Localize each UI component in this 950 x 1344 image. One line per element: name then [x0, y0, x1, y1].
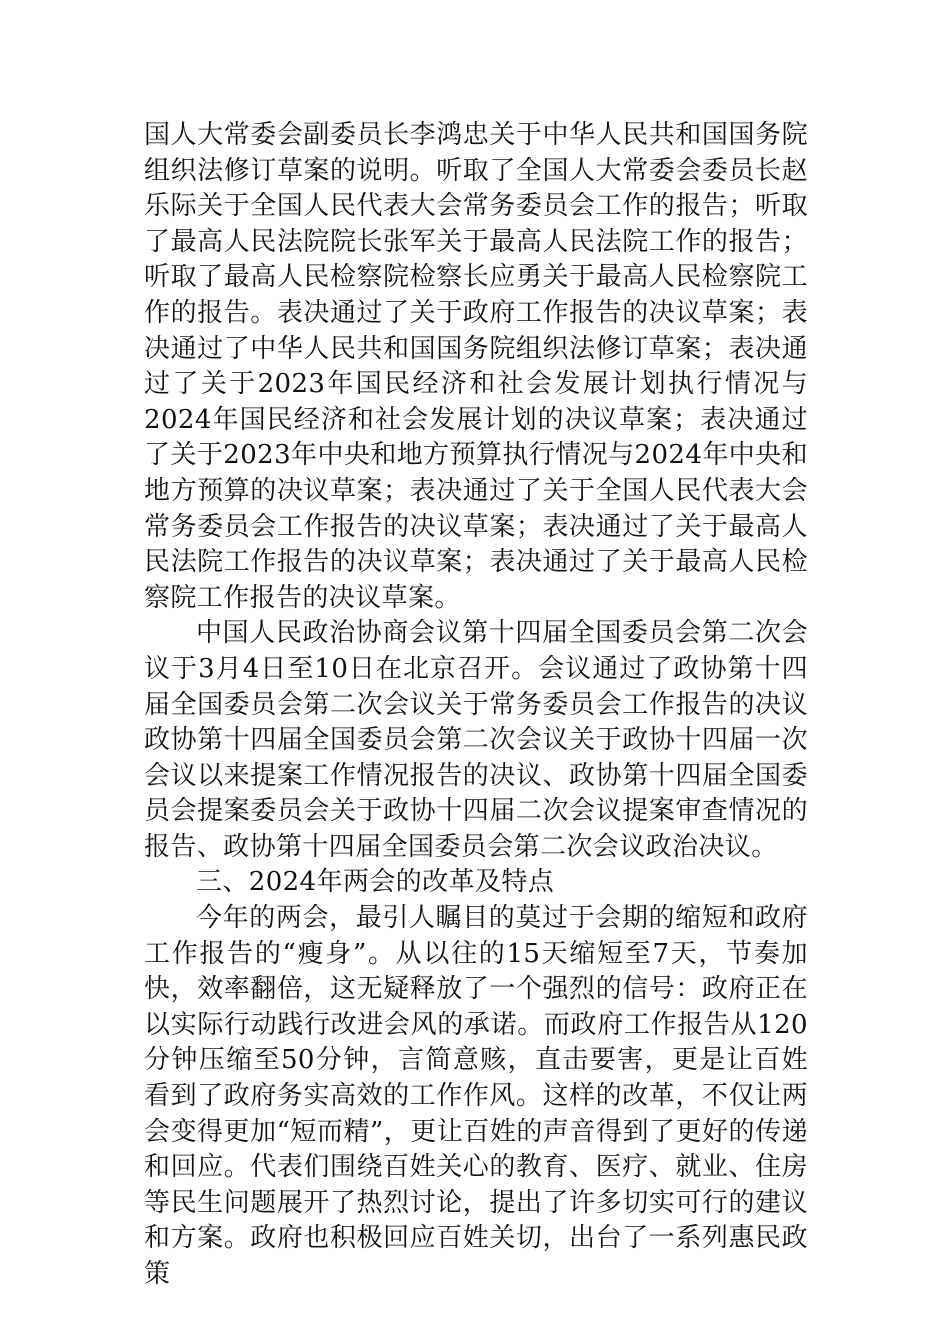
paragraph-cppcc-session: 中国人民政治协商会议第十四届全国委员会第二次会议于3月4日至10日在北京召开。会议通过了政协第十四届全国委员会第二次会议关于常务委员会工作报告的决议政协第十四届全国委员会第二次会议关于政协十四届一次会议以来提案工作情况报告的决议、政协第十四届全国委员会提案委员会关于政协十四届二次会议提案审查情况的报告、政协第十四届全国委员会第二次会议政治决议。: [144, 618, 808, 862]
section-heading-reforms: 三、2024年两会的改革及特点: [196, 867, 555, 898]
paragraph-npc-agenda: 国人大常委会副委员长李鸿忠关于中华人民共和国国务院组织法修订草案的说明。听取了全国人大常委会委员长赵乐际关于全国人民代表大会常务委员会工作的报告；听取了最高人民法院院长张军关于最高人民法院工作的报告；听取了最高人民检察院检察长应勇关于最高人民检察院工作的报告。表决通过了关于政府工作报告的决议草案；表决通过了中华人民共和国国务院组织法修订草案；表决通过了关于2023年国民经济和社会发展计划执行情况与2024年国民经济和社会发展计划的决议草案；表决通过了关于2023年中央和地方预算执行情况与2024年中央和地方预算的决议草案；表决通过了关于全国人民代表大会常务委员会工作报告的决议草案；表决通过了关于最高人民法院工作报告的决议草案；表决通过了关于最高人民检察院工作报告的决议草案。: [144, 120, 808, 613]
document-body: [144, 118, 808, 1293]
paragraph-reform-details: 今年的两会，最引人瞩目的莫过于会期的缩短和政府工作报告的“瘦身”。从以往的15天缩短至7天，节奏加快，效率翻倍，这无疑释放了一个强烈的信号：政府正在以实际行动践行改进会风的承诺。而政府工作报告从120分钟压缩至50分钟，言简意赅，直击要害，更是让百姓看到了政府务实高效的工作作风。这样的改革，不仅让两会变得更加“短而精”，更让百姓的声音得到了更好的传递和回应。代表们围绕百姓关心的教育、医疗、就业、住房等民生问题展开了热烈讨论，提出了许多切实可行的建议和方案。政府也积极回应百姓关切，出台了一系列惠民政策: [144, 903, 808, 1289]
